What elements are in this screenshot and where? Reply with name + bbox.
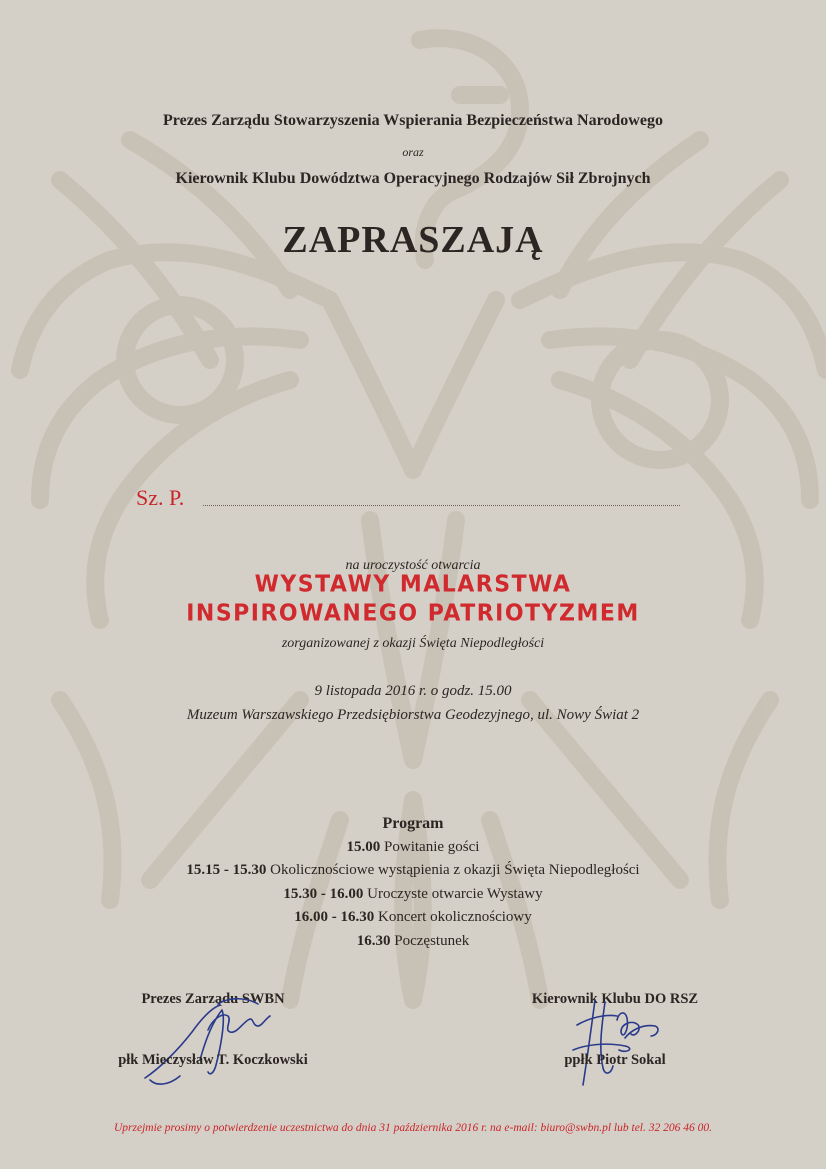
exhibition-title-line-1: WYSTAWY MALARSTWA (254, 571, 572, 598)
rsvp-footer: Uprzejmie prosimy o potwierdzenie uczestnictwa do dnia 31 października 2016 r. na e-mail: biuro@swbn.pl lub tel. 32 206 46 00. (113, 1122, 712, 1134)
conjunction: oraz (402, 145, 424, 159)
program-item-time: 16.00 - 16.30 (294, 909, 375, 925)
program-item-desc: Powitanie gości (384, 839, 480, 855)
program-heading: Program (382, 815, 444, 832)
program-item-desc: Okolicznościowe wystąpienia z okazji Święta Niepodległości (270, 862, 640, 878)
program-item-time: 15.00 (346, 839, 381, 855)
left-signatory-title: Prezes Zarządu SWBN (141, 991, 285, 1007)
program-item-desc: Koncert okolicznościowy (378, 909, 532, 925)
event-occasion: zorganizowanej z okazji Święta Niepodległości (281, 636, 545, 651)
addressee-dotted-line (203, 505, 680, 506)
program-item (0, 886, 826, 903)
event-date-time: 9 listopada 2016 r. o godz. 15.00 (314, 683, 512, 699)
right-signatory-title: Kierownik Klubu DO RSZ (531, 991, 699, 1007)
program-item (0, 909, 826, 926)
program-item (0, 933, 826, 950)
addressee-label: Sz. P. (136, 485, 185, 510)
left-handwritten-signature (130, 990, 280, 1090)
exhibition-title-line-2: INSPIROWANEGO PATRIOTYZMEM (186, 600, 640, 627)
right-signatory-name: ppłk Piotr Sokal (564, 1052, 666, 1068)
program-item-desc: Uroczyste otwarcie Wystawy (367, 886, 543, 902)
organizer-line-2: Kierownik Klubu Dowództwa Operacyjnego Rodzajów Sił Zbrojnych (175, 170, 651, 187)
program-item-time: 15.30 - 16.00 (283, 886, 364, 902)
invitation-title: ZAPRASZAJĄ (282, 219, 544, 261)
program-item (0, 862, 826, 879)
program-item (0, 839, 826, 856)
event-intro: na uroczystość otwarcia (345, 558, 481, 573)
left-signatory-name: płk Mieczysław T. Koczkowski (118, 1052, 308, 1068)
program-item-time: 16.30 (356, 933, 391, 949)
program-item-desc: Poczęstunek (394, 933, 470, 949)
right-handwritten-signature (565, 990, 675, 1090)
program-item-time: 15.15 - 15.30 (186, 862, 267, 878)
event-venue: Muzeum Warszawskiego Przedsiębiorstwa Geodezyjnego, ul. Nowy Świat 2 (186, 707, 640, 723)
organizer-line-1: Prezes Zarządu Stowarzyszenia Wspierania Bezpieczeństwa Narodowego (163, 112, 663, 129)
